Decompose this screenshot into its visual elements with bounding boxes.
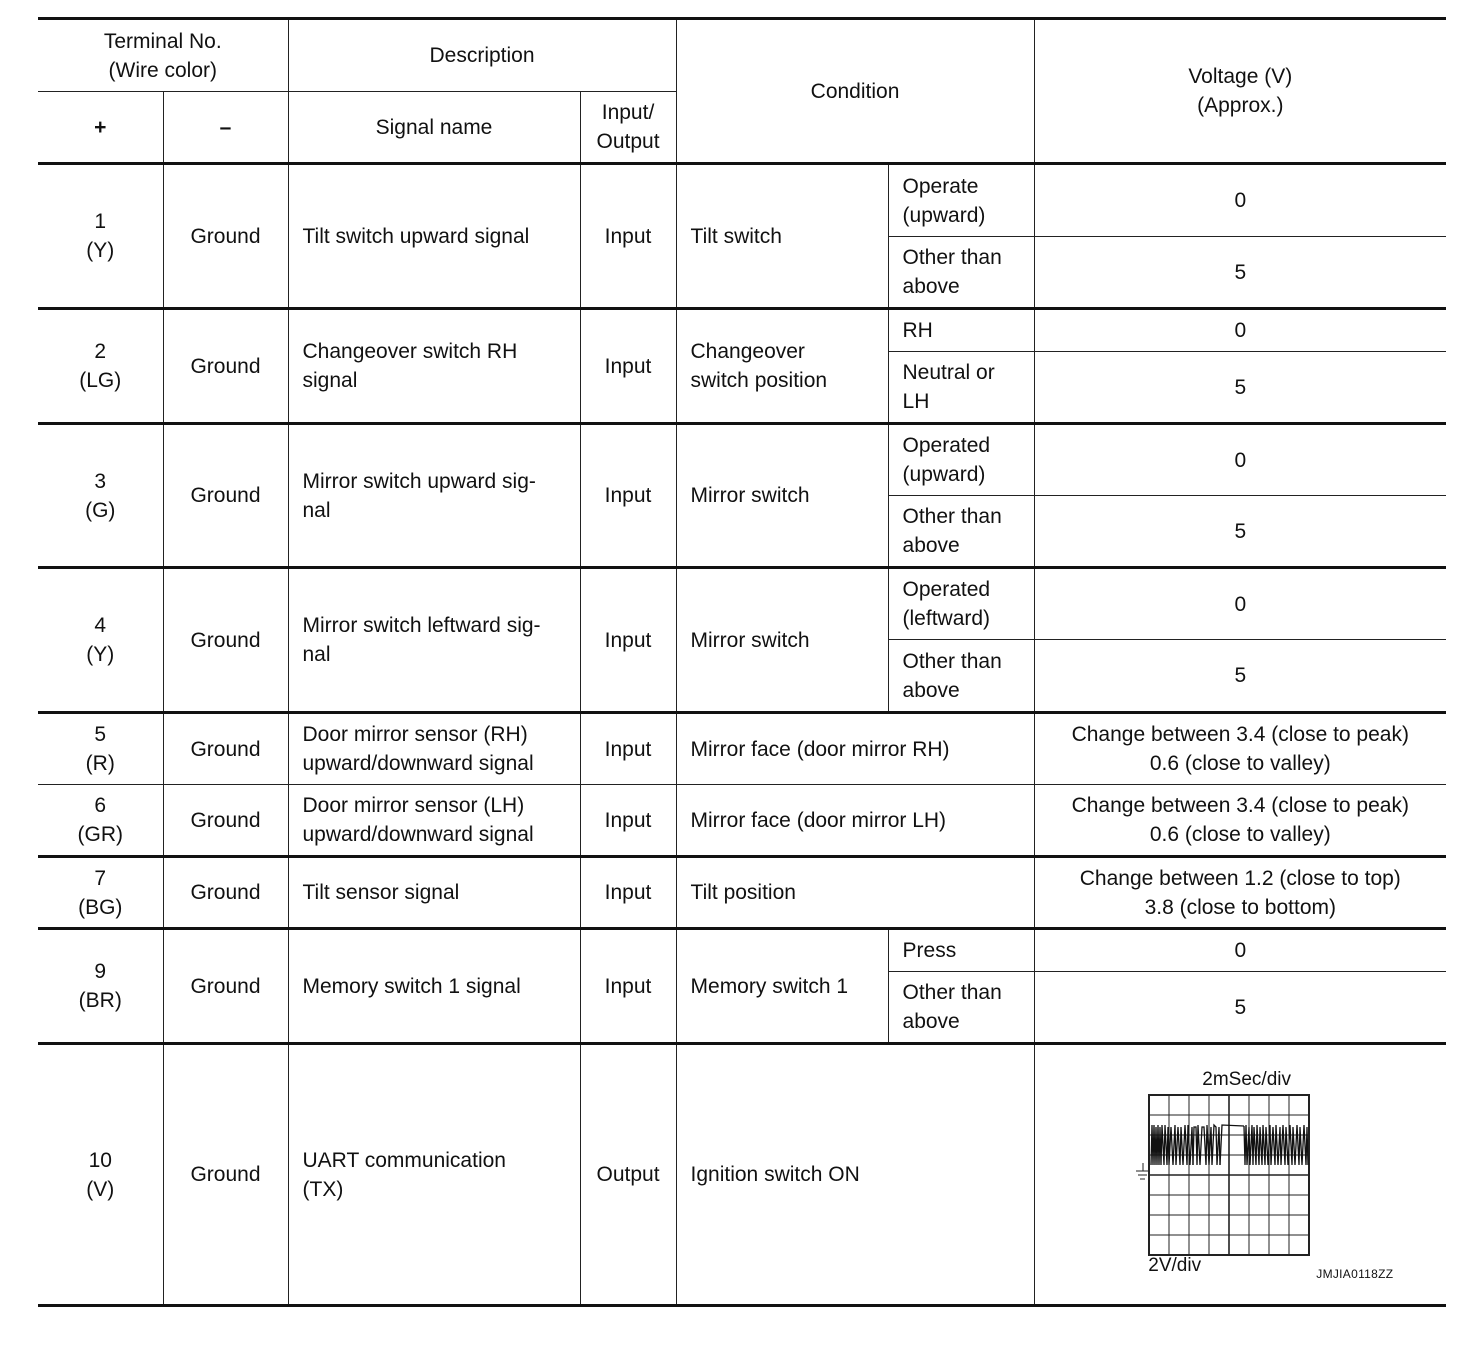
condition-cell: Mirror face (door mirror RH): [676, 713, 1034, 785]
io-cell: Input: [580, 713, 676, 785]
condition-cell: Tilt switch: [676, 164, 888, 309]
ground-cell: Ground: [163, 424, 288, 568]
condition-cell: Tilt position: [676, 857, 1034, 929]
ground-cell: Ground: [163, 309, 288, 424]
io-cell: Input: [580, 424, 676, 568]
terminal-cell: 1 (Y): [38, 164, 163, 309]
voltage-cell: 5: [1034, 640, 1446, 713]
terminal-spec-table: [38, 17, 1446, 1307]
voltage-cell: 5: [1034, 972, 1446, 1044]
voltage-cell: 5: [1034, 496, 1446, 568]
sub-condition-cell: Other than above: [888, 972, 1034, 1044]
ground-cell: Ground: [163, 929, 288, 1044]
sub-condition-cell: Press: [888, 929, 1034, 972]
condition-cell: Ignition switch ON: [676, 1044, 1034, 1306]
ground-cell: Ground: [163, 857, 288, 929]
voltage-scale-label: 2V/div: [1148, 1254, 1202, 1276]
signal-name-cell: Changeover switch RH signal: [288, 309, 580, 424]
oscilloscope-waveform: [1054, 1055, 1426, 1295]
waveform-cell: [1034, 1044, 1446, 1306]
ground-cell: Ground: [163, 1044, 288, 1306]
voltage-cell: 5: [1034, 352, 1446, 424]
signal-name-cell: Door mirror sensor (RH) upward/downward signal: [288, 713, 580, 785]
ground-cell: Ground: [163, 568, 288, 713]
sub-condition-cell: Operate (upward): [888, 164, 1034, 237]
io-cell: Input: [580, 568, 676, 713]
sub-condition-cell: Other than above: [888, 640, 1034, 713]
terminal-cell: 3 (G): [38, 424, 163, 568]
terminal-cell: 10 (V): [38, 1044, 163, 1306]
sub-condition-cell: Neutral or LH: [888, 352, 1034, 424]
signal-name-cell: Mirror switch leftward sig- nal: [288, 568, 580, 713]
header-signal-name: Signal name: [288, 92, 580, 164]
signal-name-cell: Door mirror sensor (LH) upward/downward signal: [288, 785, 580, 857]
voltage-cell: 0: [1034, 929, 1446, 972]
io-cell: Output: [580, 1044, 676, 1306]
header-minus: –: [163, 92, 288, 164]
sub-condition-cell: Other than above: [888, 496, 1034, 568]
voltage-cell: 0: [1034, 568, 1446, 640]
terminal-cell: 5 (R): [38, 713, 163, 785]
figure-code-label: JMJIA0118ZZ: [1316, 1266, 1394, 1281]
condition-cell: Mirror face (door mirror LH): [676, 785, 1034, 857]
voltage-cell: Change between 1.2 (close to top) 3.8 (close to bottom): [1034, 857, 1446, 929]
terminal-cell: 2 (LG): [38, 309, 163, 424]
voltage-cell: Change between 3.4 (close to peak) 0.6 (close to valley): [1034, 713, 1446, 785]
signal-name-cell: Memory switch 1 signal: [288, 929, 580, 1044]
header-voltage: Voltage (V) (Approx.): [1034, 19, 1446, 164]
ground-cell: Ground: [163, 164, 288, 309]
signal-name-cell: Tilt sensor signal: [288, 857, 580, 929]
voltage-cell: 5: [1034, 237, 1446, 309]
io-cell: Input: [580, 785, 676, 857]
io-cell: Input: [580, 857, 676, 929]
condition-cell: Mirror switch: [676, 568, 888, 713]
voltage-cell: 0: [1034, 309, 1446, 352]
sub-condition-cell: Operated (upward): [888, 424, 1034, 496]
header-terminal-no: Terminal No. (Wire color): [38, 19, 288, 92]
header-description: Description: [288, 19, 676, 92]
terminal-cell: 4 (Y): [38, 568, 163, 713]
signal-name-cell: UART communication (TX): [288, 1044, 580, 1306]
sub-condition-cell: Operated (leftward): [888, 568, 1034, 640]
header-input-output: Input/ Output: [580, 92, 676, 164]
io-cell: Input: [580, 929, 676, 1044]
voltage-cell: Change between 3.4 (close to peak) 0.6 (close to valley): [1034, 785, 1446, 857]
signal-name-cell: Mirror switch upward sig- nal: [288, 424, 580, 568]
terminal-cell: 9 (BR): [38, 929, 163, 1044]
terminal-cell: 6 (GR): [38, 785, 163, 857]
voltage-cell: 0: [1034, 164, 1446, 237]
sub-condition-cell: RH: [888, 309, 1034, 352]
header-condition: Condition: [676, 19, 1034, 164]
condition-cell: Changeover switch position: [676, 309, 888, 424]
io-cell: Input: [580, 309, 676, 424]
voltage-cell: 0: [1034, 424, 1446, 496]
sub-condition-cell: Other than above: [888, 237, 1034, 309]
ground-cell: Ground: [163, 785, 288, 857]
ground-cell: Ground: [163, 713, 288, 785]
condition-cell: Mirror switch: [676, 424, 888, 568]
io-cell: Input: [580, 164, 676, 309]
condition-cell: Memory switch 1: [676, 929, 888, 1044]
header-plus: +: [38, 92, 163, 164]
time-scale-label: 2mSec/div: [1202, 1068, 1291, 1090]
terminal-cell: 7 (BG): [38, 857, 163, 929]
signal-name-cell: Tilt switch upward signal: [288, 164, 580, 309]
